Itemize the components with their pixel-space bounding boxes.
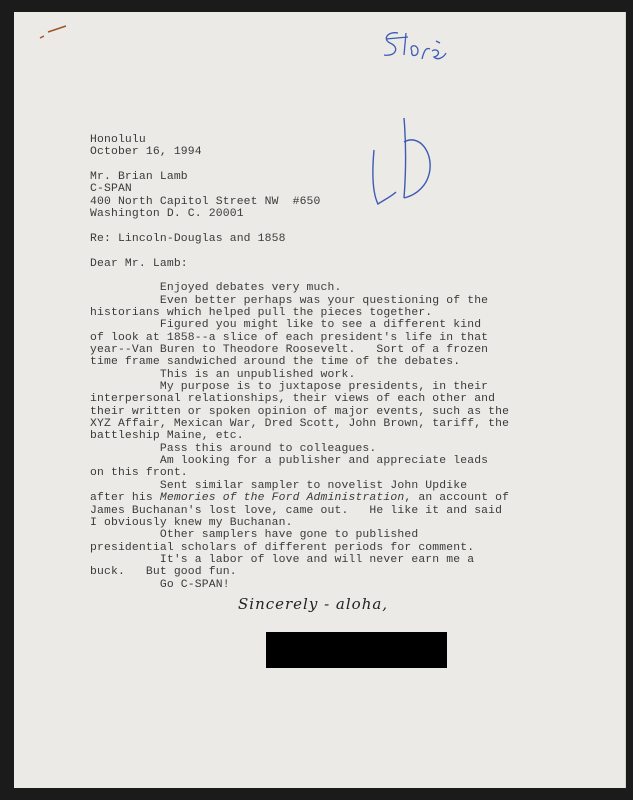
letter-line: This is an unpublished work. xyxy=(90,368,356,381)
letter-line: Figured you might like to see a different kind xyxy=(90,319,482,332)
letter-line: historians which helped pull the pieces together. xyxy=(90,306,433,319)
letter-line: Even better perhaps was your questioning of the xyxy=(90,294,489,307)
letter-line: Honolulu xyxy=(90,134,146,146)
letter-line: My purpose is to juxtapose presidents, in their xyxy=(90,381,489,393)
letter-line: October 16, 1994 xyxy=(90,146,202,159)
letter-line: Go C-SPAN! xyxy=(90,578,230,591)
pen-mark-top-left xyxy=(36,22,76,42)
letter-line: Washington D. C. 20001 xyxy=(90,208,244,221)
letter-line: 400 North Capitol Street NW #650 xyxy=(90,195,321,208)
letter-line: after his Memories of the Ford Administration, an account of xyxy=(90,492,510,505)
letter-line: Mr. Brian Lamb xyxy=(90,171,188,184)
handwritten-initials xyxy=(366,112,446,212)
letter-line: year--Van Buren to Theodore Roosevelt. Sort of a frozen xyxy=(90,343,489,356)
letter-line: interpersonal relationships, their views of each other and xyxy=(90,393,496,406)
letter-line: Enjoyed debates very much. xyxy=(90,282,342,295)
letter-line: I obviously knew my Buchanan. xyxy=(90,516,293,529)
letter-line: Dear Mr. Lamb: xyxy=(90,257,188,270)
letter-line: Other samplers have gone to published xyxy=(90,529,419,542)
letter-line: time frame sandwiched around the time of the debates. xyxy=(90,356,461,369)
letter-line: buck. But good fun. xyxy=(90,566,237,579)
letter-line: XYZ Affair, Mexican War, Dred Scott, John Brown, tariff, the xyxy=(90,418,510,431)
letter-line: Sent similar sampler to novelist John Updike xyxy=(90,479,468,492)
letter-line: Am looking for a publisher and appreciate leads xyxy=(90,455,489,468)
signature-redaction xyxy=(266,632,447,668)
letter-line: on this front. xyxy=(90,467,188,480)
letter-line: James Buchanan's lost love, came out. He like it and said xyxy=(90,504,503,517)
letter-line: It's a labor of love and will never earn me a xyxy=(90,553,475,566)
letter-line: their written or spoken opinion of major events, such as the xyxy=(90,405,510,418)
letter-line: of look at 1858--a slice of each president's life in that xyxy=(90,331,489,344)
handwritten-closing: Sincerely - aloha, xyxy=(238,595,389,613)
handwritten-note-stone xyxy=(378,25,458,73)
letter-line: Re: Lincoln-Douglas and 1858 xyxy=(90,232,286,245)
book-title: Memories of the Ford Administration xyxy=(159,492,405,505)
letter-line: presidential scholars of different periods for comment. xyxy=(90,541,475,554)
letter-line: C-SPAN xyxy=(90,183,132,196)
letter-line: Pass this around to colleagues. xyxy=(90,442,377,455)
letter-line: battleship Maine, etc. xyxy=(90,430,244,443)
